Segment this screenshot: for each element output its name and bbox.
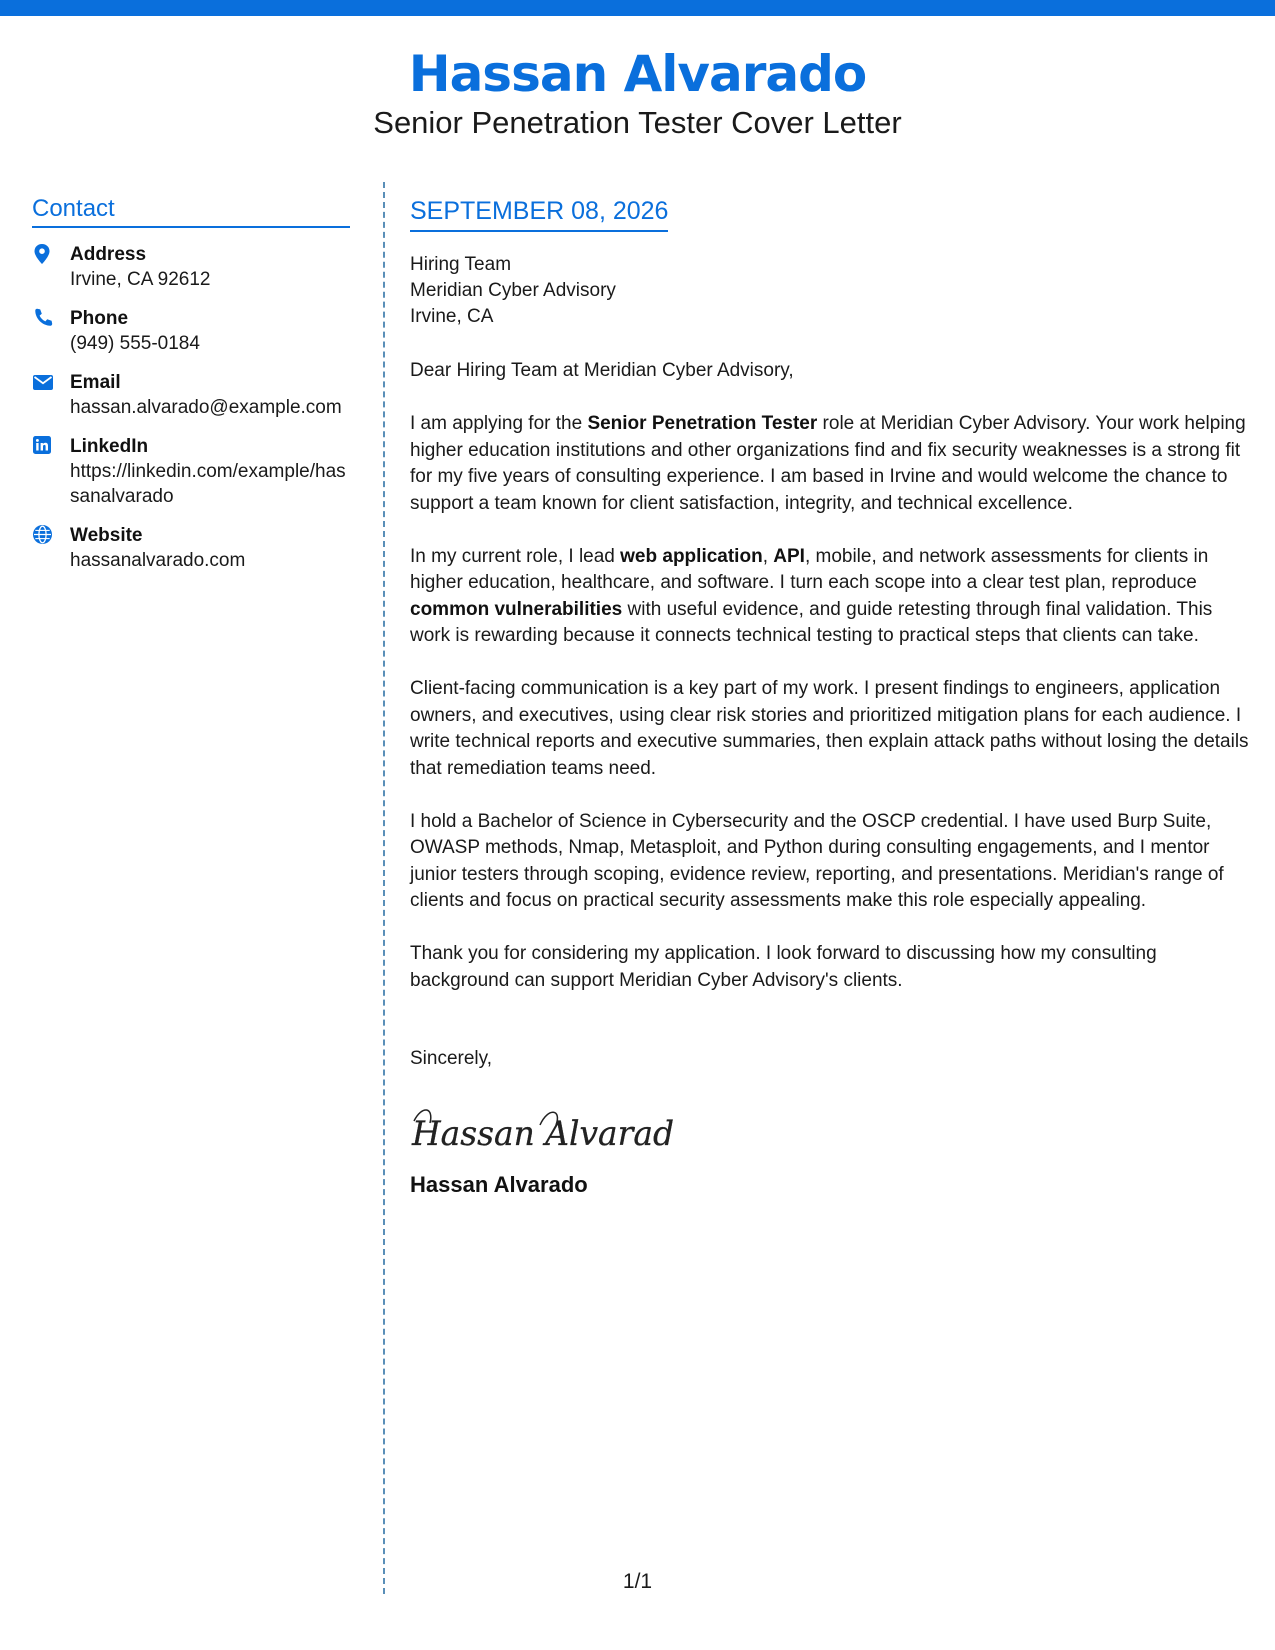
document-subtitle: Senior Penetration Tester Cover Letter bbox=[373, 105, 902, 140]
svg-text:Hassan Alvarad: Hassan Alvarad bbox=[411, 1113, 674, 1154]
contact-value: hassan.alvarado@example.com bbox=[70, 397, 342, 418]
handwritten-signature bbox=[410, 1095, 1250, 1165]
phone-icon bbox=[32, 306, 70, 328]
applicant-name: Hassan Alvarado bbox=[408, 45, 867, 103]
column-divider bbox=[383, 182, 385, 1594]
linkedin-icon bbox=[32, 434, 70, 454]
contact-label: Email bbox=[70, 372, 121, 393]
contact-label: Website bbox=[70, 525, 143, 546]
closing: Sincerely, bbox=[410, 1048, 493, 1069]
salutation: Dear Hiring Team at Meridian Cyber Advisory, bbox=[410, 360, 794, 381]
contact-sidebar bbox=[32, 194, 350, 587]
email-icon bbox=[32, 370, 70, 391]
contact-email bbox=[32, 370, 350, 420]
recipient-line: Hiring Team bbox=[410, 254, 512, 275]
paragraph-4: I hold a Bachelor of Science in Cybersecurity and the OSCP credential. I have used Burp Suite, OWASP methods, Nmap, Metasploit, and Python during consulting engagements, and I mentor junior testers through scoping, evidence review, reporting, and presentations. Meridian's range of clients and focus on practical security assessments make this role especially appealing. bbox=[410, 810, 1224, 911]
paragraph-1: I am applying for the Senior Penetration Tester role at Meridian Cyber Advisory. Your work helping higher education institutions and other organizations find and fix security weaknesses is a strong fit for my five years of consulting experience. I am based in Irvine and would welcome the chance to support a team known for client satisfaction, integrity, and technical excellence. bbox=[410, 413, 1246, 514]
contact-label: LinkedIn bbox=[70, 436, 149, 457]
contact-value: https://linkedin.com/example/hassanalvarado bbox=[70, 461, 346, 507]
contact-section-title: Contact bbox=[32, 194, 350, 228]
recipient-line: Irvine, CA bbox=[410, 306, 494, 327]
recipient-block bbox=[410, 252, 1250, 330]
letter-body bbox=[410, 196, 1250, 1199]
contact-website bbox=[32, 523, 350, 573]
contact-label: Address bbox=[70, 244, 147, 265]
contact-value: hassanalvarado.com bbox=[70, 550, 246, 571]
letter-date: SEPTEMBER 08, 2026 bbox=[410, 197, 669, 225]
contact-value: (949) 555-0184 bbox=[70, 333, 200, 354]
page-number: 1/1 bbox=[622, 1570, 653, 1593]
paragraph-5: Thank you for considering my application. I look forward to discussing how my consulting background can support Meridian Cyber Advisory's clients. bbox=[410, 943, 1157, 991]
contact-label: Phone bbox=[70, 308, 129, 329]
signed-name: Hassan Alvarado bbox=[410, 1171, 588, 1197]
map-pin-icon bbox=[32, 242, 70, 264]
page-header bbox=[0, 40, 1275, 142]
top-accent-bar bbox=[0, 0, 1275, 16]
recipient-line: Meridian Cyber Advisory bbox=[410, 280, 616, 301]
contact-linkedin bbox=[32, 434, 350, 509]
paragraph-2: In my current role, I lead web application, API, mobile, and network assessments for clients in higher education, healthcare, and software. I turn each scope into a clear test plan, reproduce common vulnerabilities with useful evidence, and guide retesting through final validation. This work is rewarding because it connects technical testing to practical steps that clients can take. bbox=[410, 545, 1213, 646]
contact-value: Irvine, CA 92612 bbox=[70, 269, 211, 290]
globe-icon bbox=[32, 523, 70, 544]
paragraph-3: Client-facing communication is a key part of my work. I present findings to engineers, application owners, and executives, using clear risk stories and prioritized mitigation plans for each audience. I write technical reports and executive summaries, then explain attack paths without losing the details that remediation teams need. bbox=[410, 678, 1249, 779]
contact-phone bbox=[32, 306, 350, 356]
date-block bbox=[410, 196, 668, 232]
contact-address bbox=[32, 242, 350, 292]
